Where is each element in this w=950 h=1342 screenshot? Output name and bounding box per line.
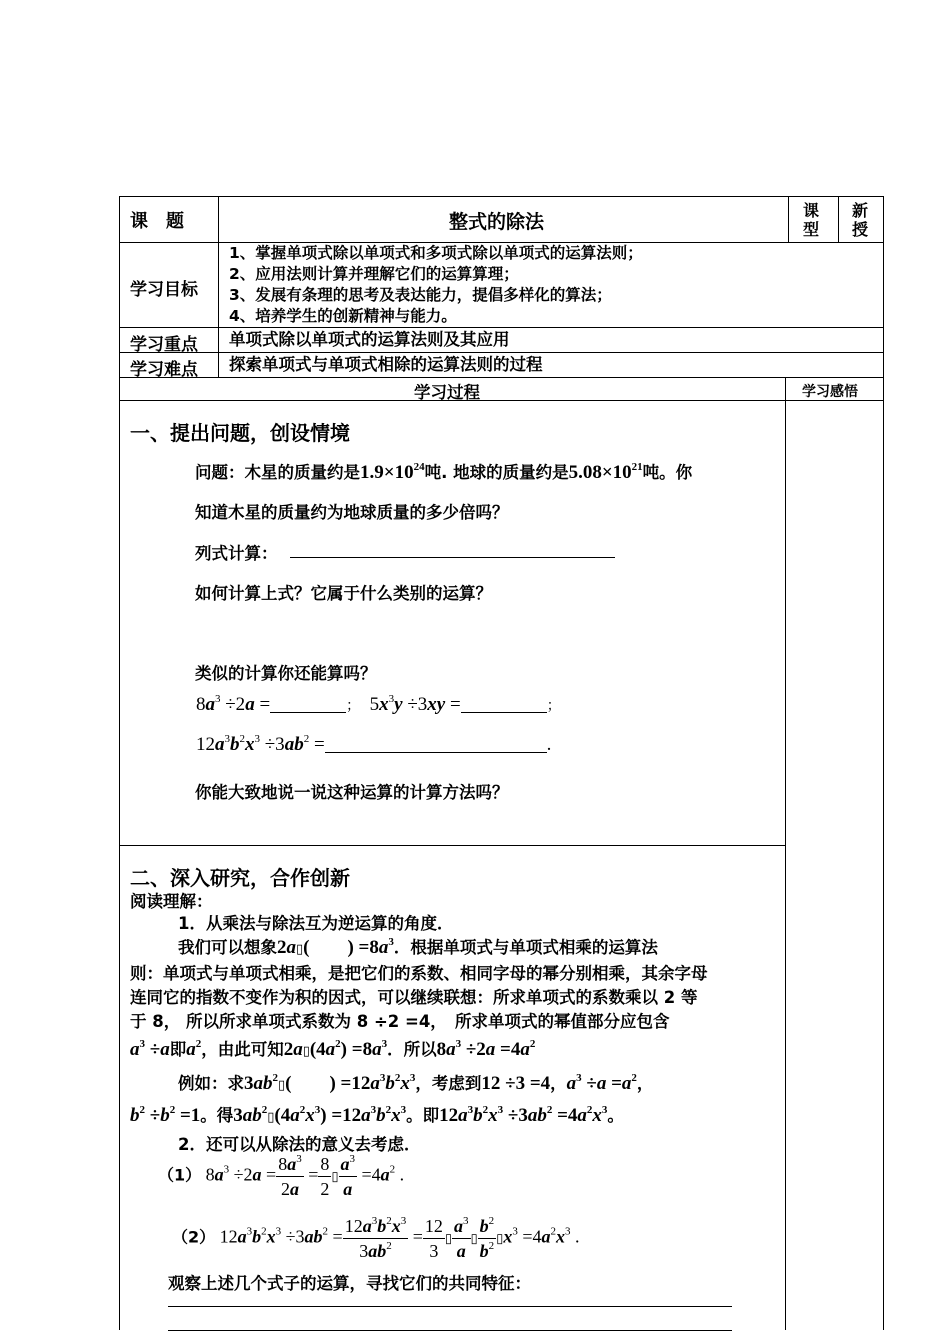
point-1: 1．从乘法与除法互为逆运算的角度．	[178, 914, 454, 933]
type-column-divider	[788, 196, 789, 242]
method-question: 你能大致地说一说这种运算的计算方法吗？	[195, 783, 509, 802]
question-text-line-2: 知道木星的质量约为地球质量的多少倍吗？	[195, 503, 509, 522]
observe-prompt: 观察上述几个式子的运算，寻找它们的共同特征：	[168, 1274, 531, 1293]
observe-answer-blank[interactable]	[168, 1306, 732, 1307]
label-column-divider	[218, 196, 219, 377]
formula-1: （1） $8a^3 \div 2a$ = $\frac{8a^3}{2a}$ = $\frac{8}{2}$ ▯ $\frac{a^3}{a}$ $=4a^2$ .	[158, 1153, 405, 1199]
objective-item: 1、掌握单项式除以单项式和多项式除以单项式的运算法则；	[229, 244, 643, 262]
calc-answer-blank[interactable]	[290, 557, 615, 558]
reading-label: 阅读理解：	[130, 892, 213, 911]
key-point-value: 单项式除以单项式的运算法则及其应用	[229, 330, 510, 349]
paragraph-line-3: 连同它的指数不变作为积的因式，可以继续联想：所求单项式的系数乘以 2 等	[130, 988, 698, 1007]
formula-2: （2） $12a^3b^2x^3 \div 3ab^2$ = $\frac{12a^3b^2x^3}{3ab^2}$ = $\frac{12}{3}$ ▯ $\frac{a^3}{a}$ ▯ $\frac{b^2}{b^2}$ $▯x^3 =4a^2x^3$ .	[172, 1215, 580, 1261]
exercise-3: $12a^3b^2x^3 \div 3ab^2$ = .	[196, 733, 552, 755]
calc-label: 列式计算：	[195, 544, 278, 563]
example-line-2: $b^2 \div b^2 =1$。得$3ab^2▯(4a^2x^3) =12a^3b^2x^3$。即$12a^3b^2x^3 \div 3ab^2 =4a^2x^3$。	[130, 1104, 624, 1126]
paragraph-line-2: 则：单项式与单项式相乘，是把它们的系数、相同字母的幂分别相乘，其余字母	[130, 964, 708, 983]
process-label: 学习过程	[414, 383, 480, 402]
objectives-label: 学习目标	[130, 280, 198, 300]
objective-item: 2、应用法则计算并理解它们的运算算理；	[229, 265, 519, 283]
example-line-1: 例如：求$3ab^2▯$( ) $=12a^3b^2x^3$，考虑到12 ÷3 =4，$a^3 \div a =a^2$，	[178, 1072, 654, 1094]
key-point-label: 学习重点	[130, 335, 198, 355]
paragraph-line-5: $a^3 \div a$即$a^2$，由此可知$2a▯(4a^2) =8a^3$．所以$8a^3 \div 2a =4a^2$	[130, 1038, 536, 1060]
paragraph-line-1: 我们可以想象2a▯( ) $=8a^3$．根据单项式与单项式相乘的运算法	[178, 936, 658, 958]
exercise-2-blank[interactable]	[461, 694, 547, 713]
type-value: 新 授	[852, 201, 869, 239]
table-top-border	[119, 196, 884, 197]
table-right-border	[883, 196, 884, 1330]
row-divider	[119, 400, 884, 401]
difficulty-value: 探索单项式与单项式相除的运算法则的过程	[229, 355, 543, 374]
similar-question: 类似的计算你还能算吗？	[195, 664, 377, 683]
type-column-divider	[838, 196, 839, 242]
notes-column-divider	[785, 377, 786, 1330]
type-label: 课 型	[803, 201, 820, 239]
question-text: 问题：木星的质量约是$1.9\times 10^{24}$吨. 地球的质量约是$5.08\times 10^{21}$吨。你	[195, 461, 693, 483]
section-2-title: 二、深入研究，合作创新	[130, 866, 350, 890]
exercise-1-blank[interactable]	[270, 694, 346, 713]
paragraph-line-4: 于 8， 所以所求单项式系数为 8 ÷2 =4， 所求单项式的幂值部分应包含	[130, 1012, 670, 1031]
row-divider	[119, 377, 884, 378]
section-1-title: 一、提出问题，创设情境	[130, 421, 350, 445]
row-divider	[119, 352, 884, 353]
observe-answer-blank[interactable]	[168, 1330, 732, 1331]
exercise-3-blank[interactable]	[325, 734, 547, 753]
how-question: 如何计算上式？它属于什么类别的运算？	[195, 584, 492, 603]
section-divider	[119, 845, 785, 846]
table-left-border	[119, 196, 120, 1330]
page-title: 整式的除法	[449, 211, 545, 233]
objective-item: 3、发展有条理的思考及表达能力，提倡多样化的算法；	[229, 286, 612, 304]
notes-label: 学习感悟	[802, 384, 858, 400]
row-divider	[119, 327, 884, 328]
topic-label: 课 题	[130, 211, 184, 232]
objective-item: 4、培养学生的创新精神与能力。	[229, 307, 457, 325]
exercise-1: $8a^3 \div 2a$ = ； $5x^3y \div 3xy$ = ；	[196, 693, 561, 715]
difficulty-label: 学习难点	[130, 360, 198, 380]
point-2: 2．还可以从除法的意义去考虑．	[178, 1135, 421, 1154]
